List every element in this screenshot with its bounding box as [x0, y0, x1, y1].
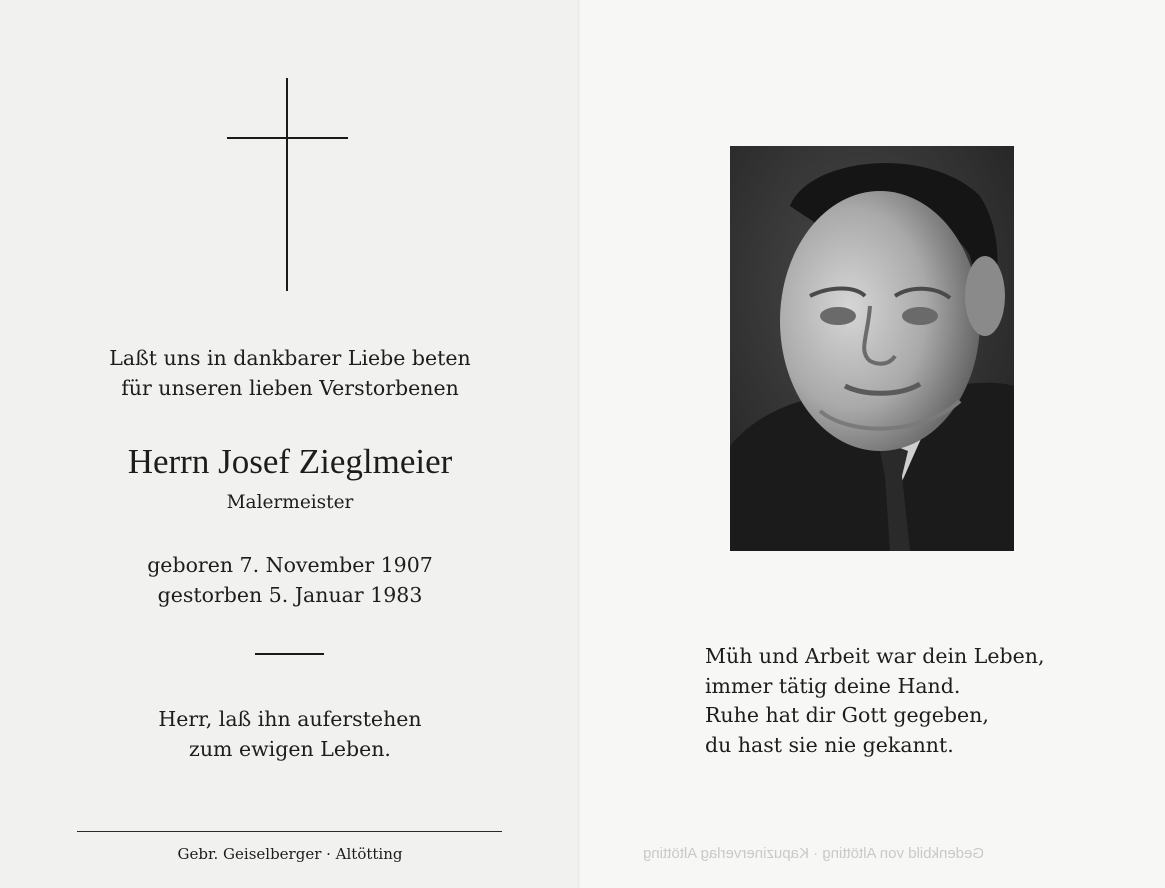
closing-line-2: zum ewigen Leben. — [189, 737, 391, 761]
printer-imprint: Gebr. Geiselberger · Altötting — [177, 845, 403, 863]
bleed-through-text: Gedenkbild von Altötting · Kapuzinerverlag Altötting — [643, 845, 985, 862]
poem-line-2: immer tätig deine Hand. — [705, 673, 961, 698]
left-page — [0, 0, 580, 888]
prayer-line-1: Laßt uns in dankbarer Liebe beten — [109, 346, 471, 370]
closing-prayer — [0, 704, 580, 764]
prayer-line-2: für unseren lieben Verstorbenen — [121, 376, 459, 400]
footer-rule — [77, 831, 502, 832]
death-date: gestorben 5. Januar 1983 — [157, 583, 423, 607]
deceased-name: Herrn Josef Zieglmeier — [127, 442, 453, 481]
birth-date: geboren 7. November 1907 — [147, 553, 433, 577]
prayer-text — [0, 343, 580, 403]
separator-line — [255, 653, 324, 655]
cross-icon-bar — [227, 137, 348, 139]
closing-line-1: Herr, laß ihn auferstehen — [158, 707, 422, 731]
portrait-photo — [730, 146, 1014, 551]
cross-icon — [286, 78, 288, 291]
poem-line-4: du hast sie nie gekannt. — [705, 732, 954, 757]
life-dates — [0, 550, 580, 610]
memorial-poem — [705, 642, 1044, 760]
profession: Malermeister — [226, 492, 354, 513]
poem-line-1: Müh und Arbeit war dein Leben, — [705, 644, 1045, 668]
poem-line-3: Ruhe hat dir Gott gegeben, — [705, 703, 989, 727]
